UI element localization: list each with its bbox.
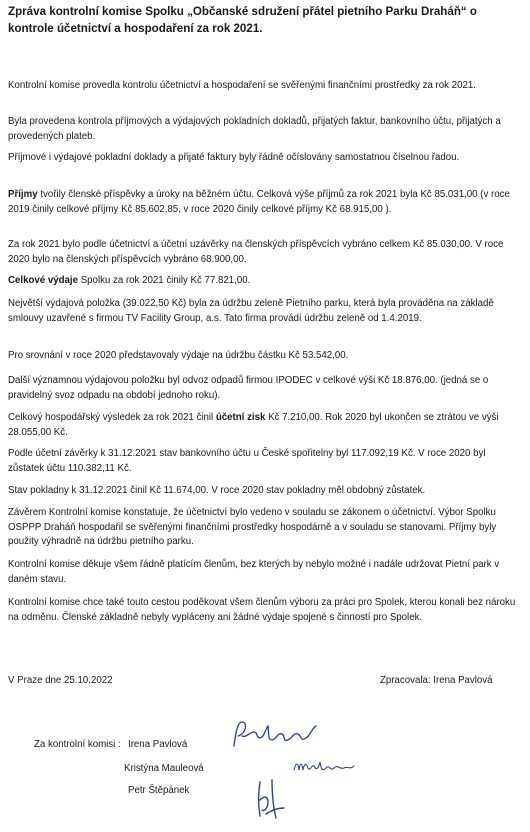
expenses-text: Spolku za rok 2021 činily Kč 77.821,00. <box>78 275 251 286</box>
paragraph-cash-balance: Stav pokladny k 31.12.2021 činil Kč 11.674,00. V roce 2020 stav pokladny měl obdobný zůstatek. <box>8 485 426 496</box>
expenses-label: Celkové výdaje <box>8 275 79 286</box>
document-title: Zpráva kontrolní komise Spolku „Občanské sdružení přátel pietního Parku Draháň“ o kontrole účetnictví a hospodaření za rok 2021. <box>8 5 478 35</box>
paragraph-expenses <box>8 274 523 289</box>
paragraph-waste-removal: Další významnou výdajovou položku byl odvoz odpadů firmou IPODEC v celkové výši Kč 18.876,00. (jedná se o pravidelný svoz odpadu na období jednoho roku). <box>8 375 489 401</box>
paragraph-numbering: Příjmové i výdajové pokladní doklady a přijaté faktury byly řádně očíslovány samostatnou číselnou řadou. <box>8 152 460 163</box>
paragraph-checked-documents: Byla provedena kontrola příjmových a výdajových pokladních dokladů, přijatých faktur, bankovního účtu, přijatých a provedených plateb. <box>8 116 501 142</box>
place-date: V Praze dne 25.10.2022 <box>8 675 113 686</box>
signature-2-image <box>290 752 370 780</box>
paragraph-income <box>8 188 523 217</box>
result-text-a: Celkový hospodářský výsledek za rok 2021 činil <box>8 412 216 423</box>
signature-1-image <box>228 716 328 756</box>
member-name-3: Petr Štěpánek <box>128 785 190 796</box>
signature-3-image <box>246 772 296 822</box>
member-name-1: Irena Pavlová <box>128 739 188 750</box>
paragraph-bank-balance: Podle účetní závěrky k 31.12.2021 stav bankovního účtu u České spořitelny byl 117.092,19 Kč. V roce 2020 byl zůstatek účtu 110.382,11 Kč. <box>8 448 486 474</box>
paragraph-scope: Kontrolní komise provedla kontrolu účetnictví a hospodaření se svěřenými finančními prostředky za rok 2021. <box>8 80 476 91</box>
paragraph-result <box>8 411 523 440</box>
paragraph-thanks-committee: Kontrolní komise chce také touto cestou poděkovat všem členům výboru za práci pro Spolek, kterou konali bez nároku na odměnu. Členské základně nebyly vypláceny ani žádné výdaje spojené s činností pro Spolek. <box>8 597 516 623</box>
income-text: tvořily členské příspěvky a úroky na běžném účtu. Celková výše příjmů za rok 2021 byla Kč 85.031,00 (v roce 2019 činily celkové příjmy Kč 85.602,85, v roce 2020 činily celkové příjmy Kč 68.915,00 ). <box>8 189 510 215</box>
income-label: Příjmy <box>8 189 38 200</box>
paragraph-thanks-members: Kontrolní komise děkuje všem řádně platícím členům, bez kterých by nebylo možné i nadále udržovat Pietní park v daném stavu. <box>8 559 500 585</box>
commission-label: Za kontrolní komisi : <box>34 739 121 750</box>
prepared-by: Zpracovala: Irena Pavlová <box>380 675 493 686</box>
result-text-b: Kč 7.210,00. Rok 2020 byl ukončen se ztrátou ve výši 28.055,00 Kč. <box>8 412 499 438</box>
paragraph-member-fees: Za rok 2021 bylo podle účetnictví a účetní uzávěrky na členských příspěvcích vybráno celkem Kč 85.030,00. V roce 2020 bylo na členských příspěvcích vybráno 68.900,00. <box>8 239 504 265</box>
paragraph-largest-expense: Největší výdajová položka (39.022,50 Kč) byla za údržbu zeleně Pietního parku, která byla prováděna na základě smlouvy uzavřené s firmou TV Facility Group, a.s. Tato firma provádí údržbu zeleně od 1.4.2019. <box>8 298 494 324</box>
paragraph-comparison-2020: Pro srovnání v roce 2020 představovaly výdaje na údržbu částku Kč 53.542,00. <box>8 350 349 361</box>
profit-label: účetní zisk <box>215 412 266 423</box>
member-name-2: Kristýna Mauleová <box>124 763 204 774</box>
paragraph-conclusion: Závěrem Kontrolní komise konstatuje, že účetnictví bylo vedeno v souladu se zákonem o účetnictví. Výbor Spolku OSPPP Draháň hospodařil se svěřenými finančními prostředky hospodárně a v souladu se stanovami. Příjmy byly použity výhradně na údržbu pietního parku. <box>8 507 497 547</box>
